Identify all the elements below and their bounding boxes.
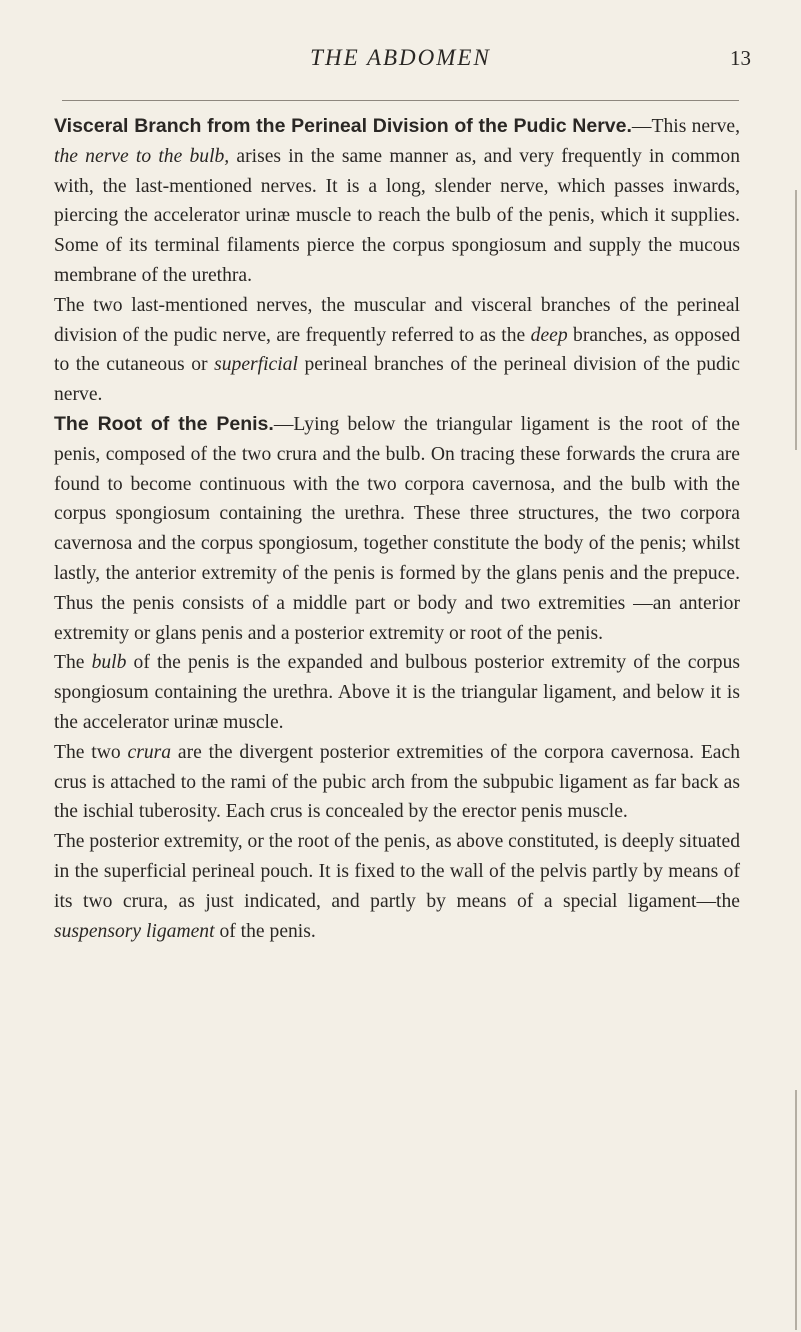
- paragraph-visceral-branch: [54, 112, 740, 291]
- body-text: [54, 112, 740, 946]
- text-run: of the penis is the expanded and bulbous posterior extremity of the corpus spongiosum containing the urethra. Above it is the triangular ligament, and below it is the accelerator urinæ muscle.: [54, 652, 740, 733]
- paragraph-deep-branches: [54, 291, 740, 410]
- text-run: perineal branches of the perineal division of the pudic nerve.: [54, 354, 740, 406]
- page-header: [0, 38, 801, 78]
- text-run: of the penis.: [214, 920, 316, 942]
- text-run: The posterior extremity, or the root of the penis, as above constituted, is deeply situated in the superficial perineal pouch. It is fixed to the wall of the pelvis partly by means of its two crura, as just indicated, and partly by means of a special ligament—the: [54, 831, 740, 912]
- text-run: —This nerve,: [631, 116, 740, 137]
- paragraph-root-of-penis: [54, 410, 740, 648]
- page-edge-mark: [795, 190, 797, 450]
- page-edge-mark: [795, 1090, 797, 1330]
- text-run: —Lying below the triangular ligament is the root of the penis, composed of the two crura and the bulb. On tracing these forwards the crura are found to become continuous with the two corpora cavernosa, and the bulb with the corpus spongiosum containing the urethra. These three structures, the two corpora cavernosa and the corpus spongiosum, together constitute the body of the penis; whilst lastly, the anterior extremity of the penis is formed by the glans penis and the prepuce. Thus the penis consists of a middle part or body and two extremities —an anterior extremity or glans penis and a posterior extremity or root of the penis.: [54, 413, 741, 644]
- running-title: THE ABDOMEN: [310, 45, 491, 70]
- italic-term: bulb: [91, 652, 127, 674]
- paragraph-crura: [54, 738, 740, 827]
- text-run: The two last-mentioned nerves, the muscular and visceral branches of the perineal division of the pudic nerve, are frequently referred to as the: [54, 294, 740, 346]
- italic-term: suspensory ligament: [54, 920, 215, 942]
- italic-term: superficial: [214, 354, 298, 376]
- paragraph-posterior-extremity: [54, 827, 740, 946]
- text-run: The two: [54, 741, 128, 763]
- italic-term: crura: [127, 741, 172, 763]
- italic-term: the nerve to the bulb,: [54, 145, 230, 167]
- text-run: branches, as opposed to the cutaneous or: [54, 324, 740, 376]
- header-rule: [62, 100, 739, 101]
- page-number: 13: [730, 46, 751, 70]
- text-run: The: [54, 652, 92, 674]
- text-run: arises in the same manner as, and very frequently in common with, the last-mentioned nerves. It is a long, slender nerve, which passes inwards, piercing the accelerator urinæ muscle to reach the bulb of the penis, which it supplies. Some of its terminal filaments pierce the corpus spongiosum and supply the mucous membrane of the urethra.: [54, 145, 740, 286]
- paragraph-bulb: [54, 648, 740, 737]
- section-heading-root-of-penis: The Root of the Penis.: [54, 412, 274, 435]
- italic-term: deep: [530, 324, 568, 346]
- section-heading-visceral-branch: Visceral Branch from the Perineal Division of the Pudic Nerve.: [54, 115, 632, 137]
- text-run: are the divergent posterior extremities of the corpora cavernosa. Each crus is attached to the rami of the pubic arch from the subpubic ligament as far back as the ischial tuberosity. Each crus is concealed by the erector penis muscle.: [54, 741, 740, 823]
